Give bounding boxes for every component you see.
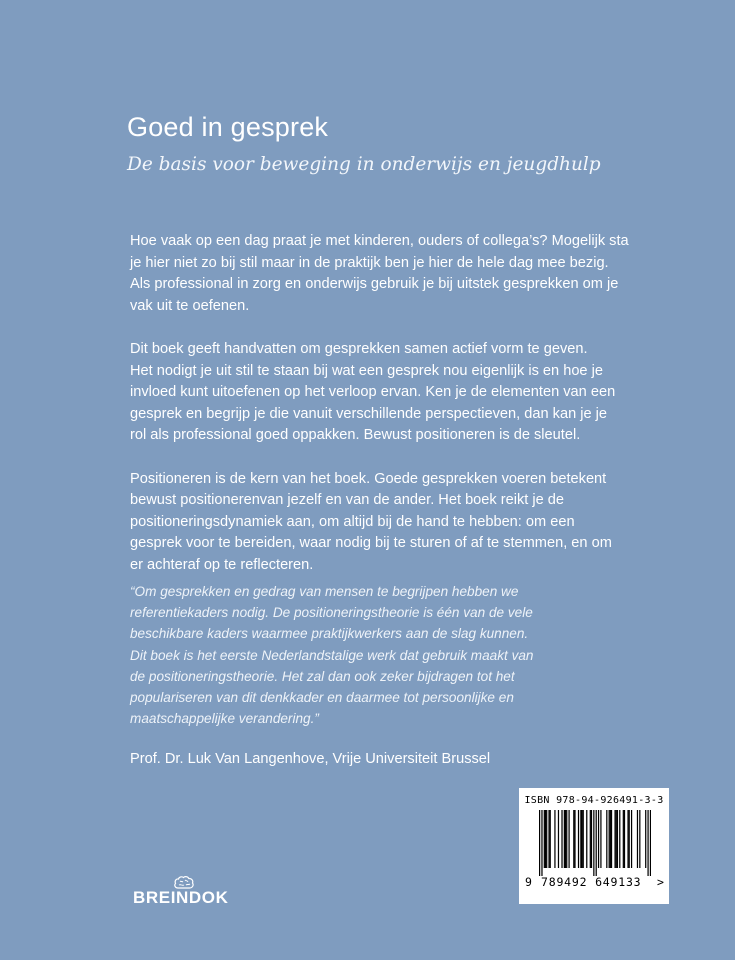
barcode-bar xyxy=(639,810,640,868)
blurb xyxy=(130,231,650,598)
blurb-line: je hier niet zo bij stil maar in de praktijk ben je hier de hele dag mee bezig. xyxy=(130,254,609,271)
barcode-bar xyxy=(539,810,540,876)
book-title: Goed in gesprek xyxy=(127,112,329,142)
endorsement-quote xyxy=(130,581,650,729)
publisher-name: BREINDOK xyxy=(133,888,229,907)
barcode-bar xyxy=(544,810,545,868)
blurb-line: rol als professional goed oppakken. Bewust positioneren is de sleutel. xyxy=(130,427,581,443)
barcode-bar xyxy=(558,810,559,868)
quote-line: Dit boek is het eerste Nederlandstalige werk dat gebruik maakt van xyxy=(130,647,534,663)
barcode-bar xyxy=(566,810,567,868)
barcode-bar xyxy=(619,810,620,868)
barcode-bar xyxy=(610,810,611,868)
barcode-bar xyxy=(548,810,549,868)
quote-line: referentiekaders nodig. De positioneringstheorie is één van de vele xyxy=(130,605,533,621)
barcode-bar xyxy=(629,810,630,868)
blurb-line: vak uit te oefenen. xyxy=(130,297,250,314)
blurb-line: Hoe vaak op een dag praat je met kinderen, ouders of collega’s? Mogelijk sta xyxy=(130,233,629,249)
barcode-bar xyxy=(606,810,607,868)
ean-remaining-digits: 789492 649133 xyxy=(541,875,642,889)
barcode-bar xyxy=(573,810,574,868)
barcode-bar xyxy=(647,810,648,876)
barcode-bar xyxy=(598,810,599,868)
quote-line: populariseren van dit denkkader en daarmee tot persoonlijke en xyxy=(130,690,514,706)
barcode-bar xyxy=(600,810,601,868)
barcode-bar xyxy=(623,810,624,868)
quote-line: “Om gesprekken en gedrag van mensen te begrijpen hebben we xyxy=(130,584,519,599)
barcode-bar xyxy=(611,810,612,868)
blurb-line: invloed kunt uitoefenen op het verloop ervan. Ken je de elementen van een xyxy=(130,384,616,400)
barcode-bar xyxy=(617,810,618,868)
barcode-bar xyxy=(631,810,632,868)
blurb-line: bewust positionerenvan jezelf en van de ander. Het boek reikt je de xyxy=(130,492,565,508)
barcode-bar xyxy=(616,810,617,868)
barcode-bar xyxy=(554,810,555,868)
barcode-bar xyxy=(614,810,615,868)
barcode-bar xyxy=(624,810,625,868)
barcode-bars xyxy=(539,810,651,876)
blurb-paragraph-1 xyxy=(130,231,650,317)
barcode-bar xyxy=(561,810,562,868)
barcode-bar xyxy=(586,810,587,868)
barcode-bar xyxy=(593,810,594,876)
blurb-line: Dit boek geeft handvatten om gesprekken samen actief vorm te geven. xyxy=(130,341,588,357)
barcode-bar xyxy=(609,810,610,868)
barcode-bar xyxy=(545,810,546,868)
quote-line: de positioneringstheorie. Het zal dan ook zeker bijdragen tot het xyxy=(130,668,515,684)
brain-icon xyxy=(174,876,194,890)
barcode-bar xyxy=(581,810,582,868)
blurb-paragraph-3 xyxy=(130,469,650,577)
blurb-paragraph-2 xyxy=(130,339,650,447)
barcode-bar xyxy=(583,810,584,868)
book-subtitle: De basis voor beweging in onderwijs en jeugdhulp xyxy=(127,154,601,175)
barcode-bar xyxy=(568,810,569,868)
barcode-bar xyxy=(596,810,597,876)
isbn-label: ISBN 978-94-926491-3-3 xyxy=(524,795,664,806)
barcode-bar xyxy=(565,810,566,868)
barcode-bar xyxy=(645,810,646,868)
quote-line: maatschappelijke verandering.” xyxy=(130,711,319,727)
quote-attribution: Prof. Dr. Luk Van Langenhove, Vrije Universiteit Brussel xyxy=(130,751,491,767)
blurb-line: gesprek voor te bereiden, waar nodig bij te sturen of af te stemmen, en om xyxy=(130,535,612,551)
barcode-bar xyxy=(637,810,638,868)
barcode-bar xyxy=(578,810,579,868)
barcode-bar xyxy=(564,810,565,868)
ean-quiet-zone-arrow: > xyxy=(657,875,664,889)
barcode-bar xyxy=(627,810,628,868)
isbn-barcode xyxy=(519,788,669,904)
blurb-line: Positioneren is de kern van het boek. Goede gesprekken voeren betekent xyxy=(130,470,607,487)
blurb-line: positioneringsdynamiek aan, om altijd bij de hand te hebben: om een xyxy=(130,513,575,530)
barcode-bar xyxy=(650,810,651,876)
ean-first-digit: 9 xyxy=(525,875,532,889)
blurb-line: gesprek en begrijp je die vanuit verschillende perspectieven, dan kan je je xyxy=(130,405,608,422)
barcode-bar xyxy=(591,810,592,868)
barcode-bar xyxy=(546,810,547,868)
barcode-bar xyxy=(590,810,591,868)
barcode-bar xyxy=(541,810,542,876)
blurb-line: Het nodigt je uit stil te staan bij wat een gesprek nou eigenlijk is en hoe je xyxy=(130,362,603,379)
quote-line: beschikbare kaders waarmee praktijkwerkers aan de slag kunnen. xyxy=(130,626,529,642)
barcode-bar xyxy=(574,810,575,868)
blurb-line: er achteraf op te reflecteren. xyxy=(130,556,314,573)
barcode-bar xyxy=(550,810,551,868)
barcode-bar xyxy=(580,810,581,868)
blurb-line: Als professional in zorg en onderwijs gebruik je bij uitstek gesprekken om je xyxy=(130,276,619,292)
